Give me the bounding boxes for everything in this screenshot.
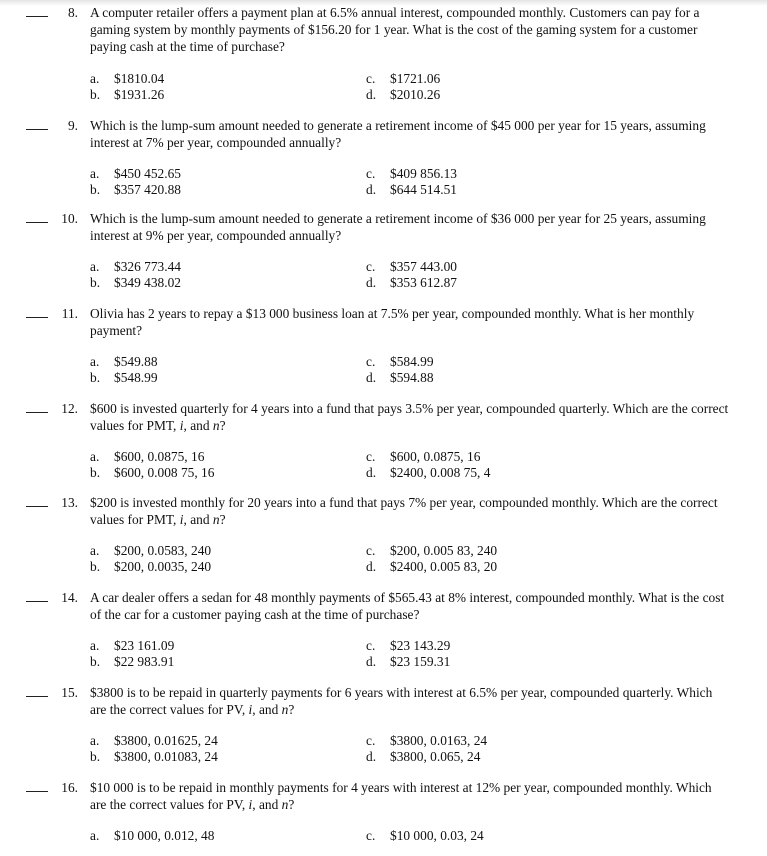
option-letter: d. — [366, 654, 377, 669]
option-a[interactable] — [90, 448, 204, 465]
option-a[interactable] — [90, 258, 181, 275]
option-b[interactable] — [90, 653, 174, 670]
option-d[interactable] — [366, 653, 450, 670]
question-number: 16. — [61, 780, 78, 795]
option-letter: d. — [366, 370, 377, 385]
option-value: $594.88 — [390, 370, 434, 385]
option-value: $326 773.44 — [114, 259, 181, 274]
option-value: $1810.04 — [114, 71, 165, 86]
option-value: $2400, 0.005 83, 20 — [390, 559, 498, 574]
option-a[interactable] — [90, 827, 214, 844]
question-number: 14. — [61, 590, 78, 605]
option-letter: b. — [90, 182, 101, 197]
option-b[interactable] — [90, 86, 164, 103]
option-letter: c. — [366, 828, 376, 843]
option-value: $600, 0.0875, 16 — [114, 449, 205, 464]
option-value: $548.99 — [114, 370, 158, 385]
question-text: Which is the lump-sum amount needed to generate a retirement income of $45 000 per year for 15 years, assuming interest at 7% per year, compounded annually? — [90, 118, 706, 150]
option-c[interactable] — [366, 542, 497, 559]
option-letter: a. — [90, 71, 100, 86]
option-c[interactable] — [366, 258, 457, 275]
option-a[interactable] — [90, 637, 174, 654]
option-letter: a. — [90, 733, 100, 748]
option-c[interactable] — [366, 637, 450, 654]
option-letter: b. — [90, 87, 101, 102]
option-letter: c. — [366, 638, 376, 653]
option-value: $23 161.09 — [114, 638, 175, 653]
option-letter: c. — [366, 259, 376, 274]
option-value: $23 159.31 — [390, 654, 451, 669]
option-value: $1721.06 — [390, 71, 441, 86]
question-number: 10. — [61, 211, 78, 226]
option-value: $3800, 0.01625, 24 — [114, 733, 218, 748]
question-number: 8. — [67, 5, 78, 20]
option-d[interactable] — [366, 464, 490, 481]
option-b[interactable] — [90, 369, 158, 386]
option-b[interactable] — [90, 558, 211, 575]
question-number: 11. — [61, 306, 78, 321]
option-letter: d. — [366, 87, 377, 102]
option-letter: d. — [366, 182, 377, 197]
option-letter: c. — [366, 449, 376, 464]
option-value: $3800, 0.065, 24 — [390, 749, 481, 764]
option-value: $2010.26 — [390, 87, 441, 102]
option-letter: b. — [90, 275, 101, 290]
option-letter: a. — [90, 259, 100, 274]
option-letter: d. — [366, 559, 377, 574]
option-letter: c. — [366, 733, 376, 748]
option-value: $200, 0.0583, 240 — [114, 543, 212, 558]
option-a[interactable] — [90, 165, 181, 182]
option-value: $200, 0.0035, 240 — [114, 559, 212, 574]
option-letter: d. — [366, 275, 377, 290]
option-value: $1931.26 — [114, 87, 165, 102]
question-text: Olivia has 2 years to repay a $13 000 business loan at 7.5% per year, compounded monthly. What is her monthly payment? — [90, 306, 695, 338]
option-d[interactable] — [366, 369, 434, 386]
option-value: $353 612.87 — [390, 275, 457, 290]
option-letter: b. — [90, 559, 101, 574]
option-letter: c. — [366, 71, 376, 86]
option-value: $10 000, 0.03, 24 — [390, 828, 484, 843]
option-letter: a. — [90, 354, 100, 369]
question-text: Which is the lump-sum amount needed to generate a retirement income of $36 000 per year for 25 years, assuming interest at 9% per year, compounded annually? — [90, 211, 706, 243]
question-number: 12. — [61, 401, 78, 416]
option-a[interactable] — [90, 353, 158, 370]
option-value: $549.88 — [114, 354, 158, 369]
option-letter: a. — [90, 543, 100, 558]
option-letter: d. — [366, 465, 377, 480]
option-value: $357 443.00 — [390, 259, 457, 274]
option-letter: b. — [90, 465, 101, 480]
option-letter: b. — [90, 370, 101, 385]
option-letter: d. — [366, 749, 377, 764]
option-c[interactable] — [366, 165, 457, 182]
option-letter: c. — [366, 166, 376, 181]
question-text: $200 is invested monthly for 20 years into a fund that pays 7% per year, compounded monthly. Which are the correct values for PMT, i, and n? — [90, 495, 718, 527]
option-value: $600, 0.0875, 16 — [390, 449, 481, 464]
option-b[interactable] — [90, 748, 218, 765]
option-d[interactable] — [366, 274, 457, 291]
option-c[interactable] — [366, 448, 480, 465]
option-b[interactable] — [90, 274, 181, 291]
question-text: A computer retailer offers a payment plan at 6.5% annual interest, compounded monthly. Customers can pay for a gaming system by monthly payments of $156.20 for 1 year. What is the cost of the gaming system for a customer paying cash at the time of purchase? — [90, 5, 700, 54]
option-value: $644 514.51 — [390, 182, 457, 197]
question-text: A car dealer offers a sedan for 48 monthly payments of $565.43 at 8% interest, compounded monthly. What is the cost of the car for a customer paying cash at the time of purchase? — [90, 590, 725, 622]
option-value: $22 983.91 — [114, 654, 175, 669]
option-d[interactable] — [366, 181, 457, 198]
option-value: $23 143.29 — [390, 638, 451, 653]
question-number: 13. — [61, 495, 78, 510]
option-c[interactable] — [366, 353, 434, 370]
option-value: $10 000, 0.012, 48 — [114, 828, 215, 843]
option-c[interactable] — [366, 827, 484, 844]
option-b[interactable] — [90, 181, 181, 198]
option-a[interactable] — [90, 732, 218, 749]
option-value: $409 856.13 — [390, 166, 457, 181]
option-letter: a. — [90, 828, 100, 843]
option-value: $3800, 0.01083, 24 — [114, 749, 218, 764]
option-value: $2400, 0.008 75, 4 — [390, 465, 491, 480]
option-value: $357 420.88 — [114, 182, 181, 197]
question-text: $10 000 is to be repaid in monthly payments for 4 years with interest at 12% per year, compounded monthly. Which are the correct values for PV, i, and n? — [90, 780, 712, 812]
option-value: $3800, 0.0163, 24 — [390, 733, 488, 748]
question-number: 9. — [67, 118, 78, 133]
option-letter: a. — [90, 449, 100, 464]
option-value: $584.99 — [390, 354, 434, 369]
option-c[interactable] — [366, 732, 487, 749]
option-letter: c. — [366, 543, 376, 558]
option-d[interactable] — [366, 86, 440, 103]
option-d[interactable] — [366, 558, 497, 575]
question-number: 15. — [61, 685, 78, 700]
option-a[interactable] — [90, 542, 211, 559]
option-b[interactable] — [90, 464, 214, 481]
question-text: $600 is invested quarterly for 4 years into a fund that pays 3.5% per year, compounded quarterly. Which are the correct values for PMT, i, and n? — [90, 401, 729, 433]
option-value: $600, 0.008 75, 16 — [114, 465, 215, 480]
option-letter: b. — [90, 654, 101, 669]
option-letter: a. — [90, 166, 100, 181]
option-letter: c. — [366, 354, 376, 369]
option-value: $200, 0.005 83, 240 — [390, 543, 498, 558]
option-d[interactable] — [366, 748, 480, 765]
option-letter: a. — [90, 638, 100, 653]
option-letter: b. — [90, 749, 101, 764]
question-text: $3800 is to be repaid in quarterly payments for 6 years with interest at 6.5% per year, compounded quarterly. Which are the correct values for PV, i, and n? — [90, 685, 713, 717]
option-value: $450 452.65 — [114, 166, 181, 181]
option-a[interactable] — [90, 70, 164, 87]
option-c[interactable] — [366, 70, 440, 87]
option-value: $349 438.02 — [114, 275, 181, 290]
